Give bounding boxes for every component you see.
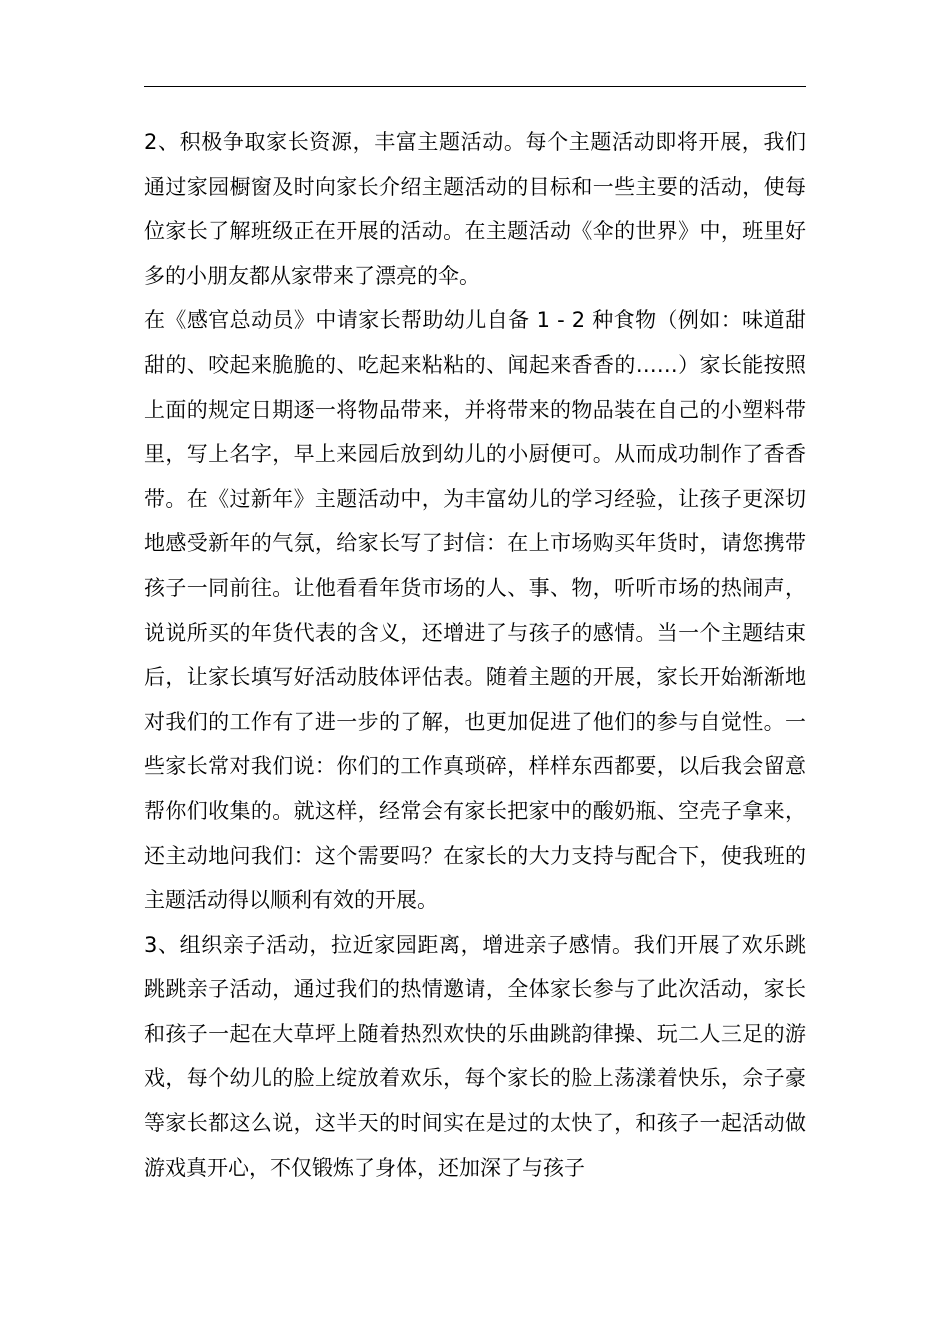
- paragraph-2: 在《感官总动员》中请家长帮助幼儿自备 1 - 2 种食物（例如：味道甜甜的、咬起来脆脆的、吃起来粘粘的、闻起来香香的……）家长能按照上面的规定日期逐一将物品带来，并将带来的物品装在自己的小塑料带里，写上名字，早上来园后放到幼儿的小厨便可。从而成功制作了香香带。在《过新年》主题活动中，为丰富幼儿的学习经验，让孩子更深切地感受新年的气氛，给家长写了封信：在上市场购买年货时，请您携带孩子一同前往。让他看看年货市场的人、事、物，听听市场的热闹声，说说所买的年货代表的含义，还增进了与孩子的感情。当一个主题结束后，让家长填写好活动肢体评估表。随着主题的开展，家长开始渐渐地对我们的工作有了进一步的了解，也更加促进了他们的参与自觉性。一些家长常对我们说：你们的工作真琐碎，样样东西都要，以后我会留意帮你们收集的。就这样，经常会有家长把家中的酸奶瓶、空壳子拿来，还主动地问我们：这个需要吗？在家长的大力支持与配合下，使我班的主题活动得以顺利有效的开展。: [144, 308, 806, 913]
- paragraph-3: 3、组织亲子活动，拉近家园距离，增进亲子感情。我们开展了欢乐跳跳跳亲子活动，通过我们的热情邀请，全体家长参与了此次活动，家长和孩子一起在大草坪上随着热烈欢快的乐曲跳韵律操、玩二人三足的游戏，每个幼儿的脸上绽放着欢乐，每个家长的脸上荡漾着快乐，佘子豪等家长都这么说，这半天的时间实在是过的太快了，和孩子一起活动做游戏真开心，不仅锻炼了身体，还加深了与孩子: [144, 932, 806, 1180]
- header-rule: [144, 86, 806, 87]
- paragraph-1: 2、积极争取家长资源，丰富主题活动。每个主题活动即将开展，我们通过家园橱窗及时向家长介绍主题活动的目标和一些主要的活动，使每位家长了解班级正在开展的活动。在主题活动《伞的世界》中，班里好多的小朋友都从家带来了漂亮的伞。: [144, 130, 806, 288]
- document-body: [144, 120, 806, 1190]
